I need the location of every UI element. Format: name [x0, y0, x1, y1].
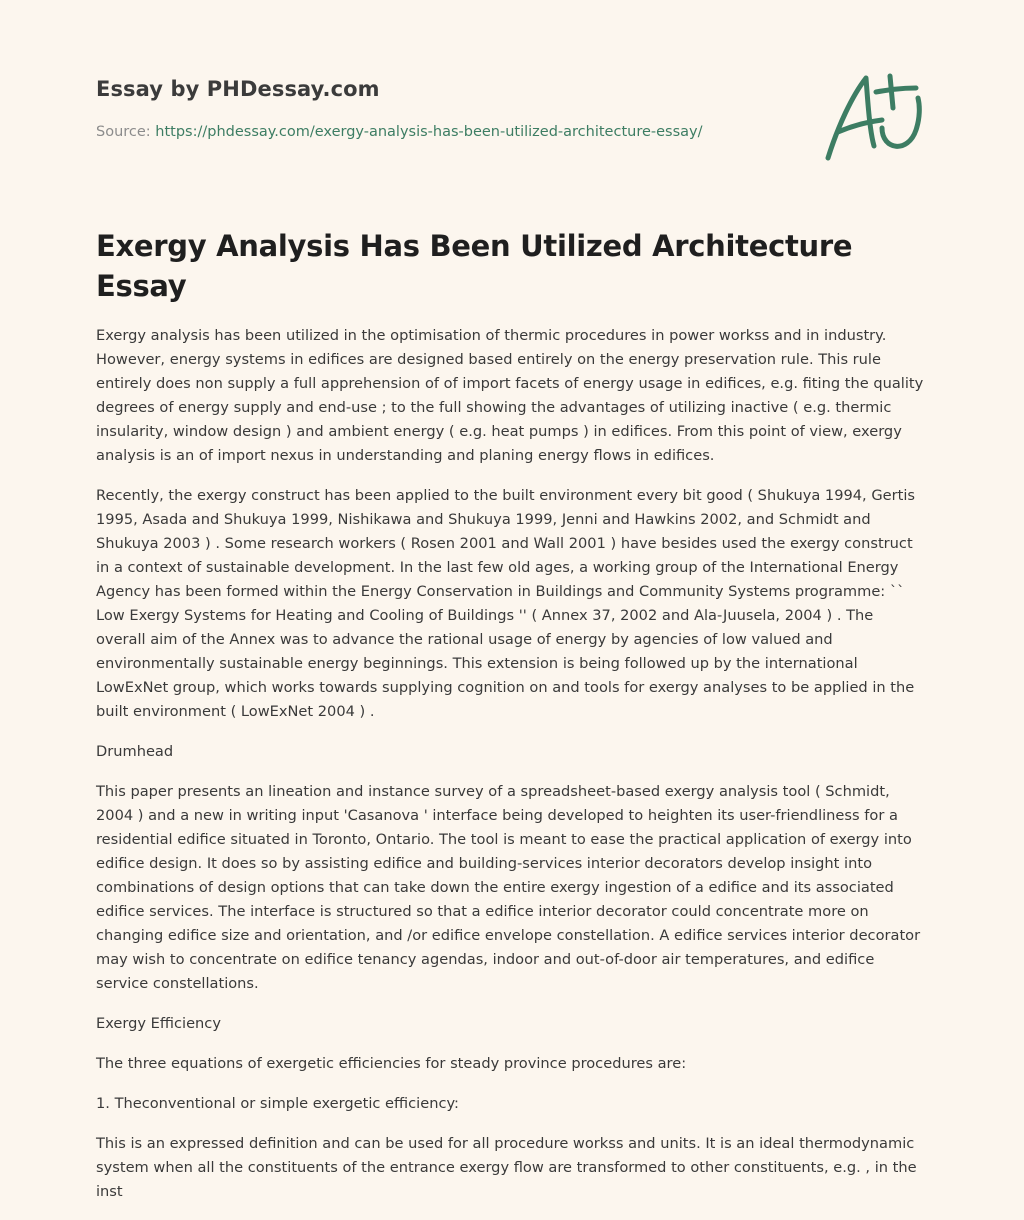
essay-paragraph: Recently, the exergy construct has been applied to the built environment every bit good ( Shukuya 1994, Gertis 1995, Asada and Shukuya 1999, Nishikawa and Shukuya 1999, Jenni and Hawkins 2002, and Schmidt and Shukuya 2003 ) . Some research workers ( Rosen 2001 and Wall 2001 ) have besides used the exergy construct in a context of sustainable development. In the last few old ages, a working group of the International Energy Agency has been formed within the Energy Conservation in Buildings and Community Systems programme: `` Low Exergy Systems for Heating and Cooling of Buildings '' ( Annex 37, 2002 and Ala-Juusela, 2004 ) . The overall aim of the Annex was to advance the rational usage of energy by agencies of low valued and environmentally sustainable energy beginnings. This extension is being followed up by the international LowExNet group, which works towards supplying cognition on and tools for exergy analyses to be applied in the built environment ( LowExNet 2004 ) .: [96, 487, 915, 720]
site-title: Essay by PHDessay.com: [96, 77, 380, 101]
a-plus-grade-icon: [820, 66, 930, 166]
a-plus-logo-graphic: [820, 66, 930, 166]
essay-paragraph: The three equations of exergetic efficiencies for steady province procedures are:: [96, 1055, 687, 1072]
list-item: 1. Theconventional or simple exergetic efficiency:: [96, 1095, 459, 1112]
essay-title: Exergy Analysis Has Been Utilized Architecture Essay: [96, 229, 853, 303]
essay-paragraph: Exergy analysis has been utilized in the optimisation of thermic procedures in power workss and in industry. However, energy systems in edifices are designed based entirely on the energy preservation rule. This rule entirely does non supply a full apprehension of of import facets of energy usage in edifices, e.g. fiting the quality degrees of energy supply and end-use ; to the full showing the advantages of utilizing inactive ( e.g. thermic insularity, window design ) and ambient energy ( e.g. heat pumps ) in edifices. From this point of view, exergy analysis is an of import nexus in understanding and planing energy flows in edifices.: [96, 327, 924, 464]
section-heading-exergy-efficiency: Exergy Efficiency: [96, 1015, 221, 1032]
section-heading-drumhead: Drumhead: [96, 743, 174, 760]
source-link[interactable]: https://phdessay.com/exergy-analysis-has-been-utilized-architecture-essay/: [155, 124, 703, 140]
site-header: [96, 74, 796, 142]
essay-content: [96, 226, 926, 1220]
essay-paragraph: This paper presents an lineation and instance survey of a spreadsheet-based exergy analysis tool ( Schmidt, 2004 ) and a new in writing input 'Casanova ' interface being developed to heighten its user-friendliness for a residential edifice situated in Toronto, Ontario. The tool is meant to ease the practical application of exergy into edifice design. It does so by assisting edifice and building-services interior decorators develop insight into combinations of design options that can take down the entire exergy ingestion of a edifice and its associated edifice services. The interface is structured so that a edifice interior decorator could concentrate more on changing edifice size and orientation, and /or edifice envelope constellation. A edifice services interior decorator may wish to concentrate on edifice tenancy agendas, indoor and out-of-door air temperatures, and edifice service constellations.: [96, 783, 921, 992]
source-label: Source:: [96, 124, 156, 140]
essay-paragraph-truncated: This is an expressed definition and can be used for all procedure workss and units. It is an ideal thermodynamic system when all the constituents of the entrance exergy flow are transformed to other constituents, e.g. , in the inst: [96, 1135, 917, 1200]
source-line: [96, 122, 796, 142]
